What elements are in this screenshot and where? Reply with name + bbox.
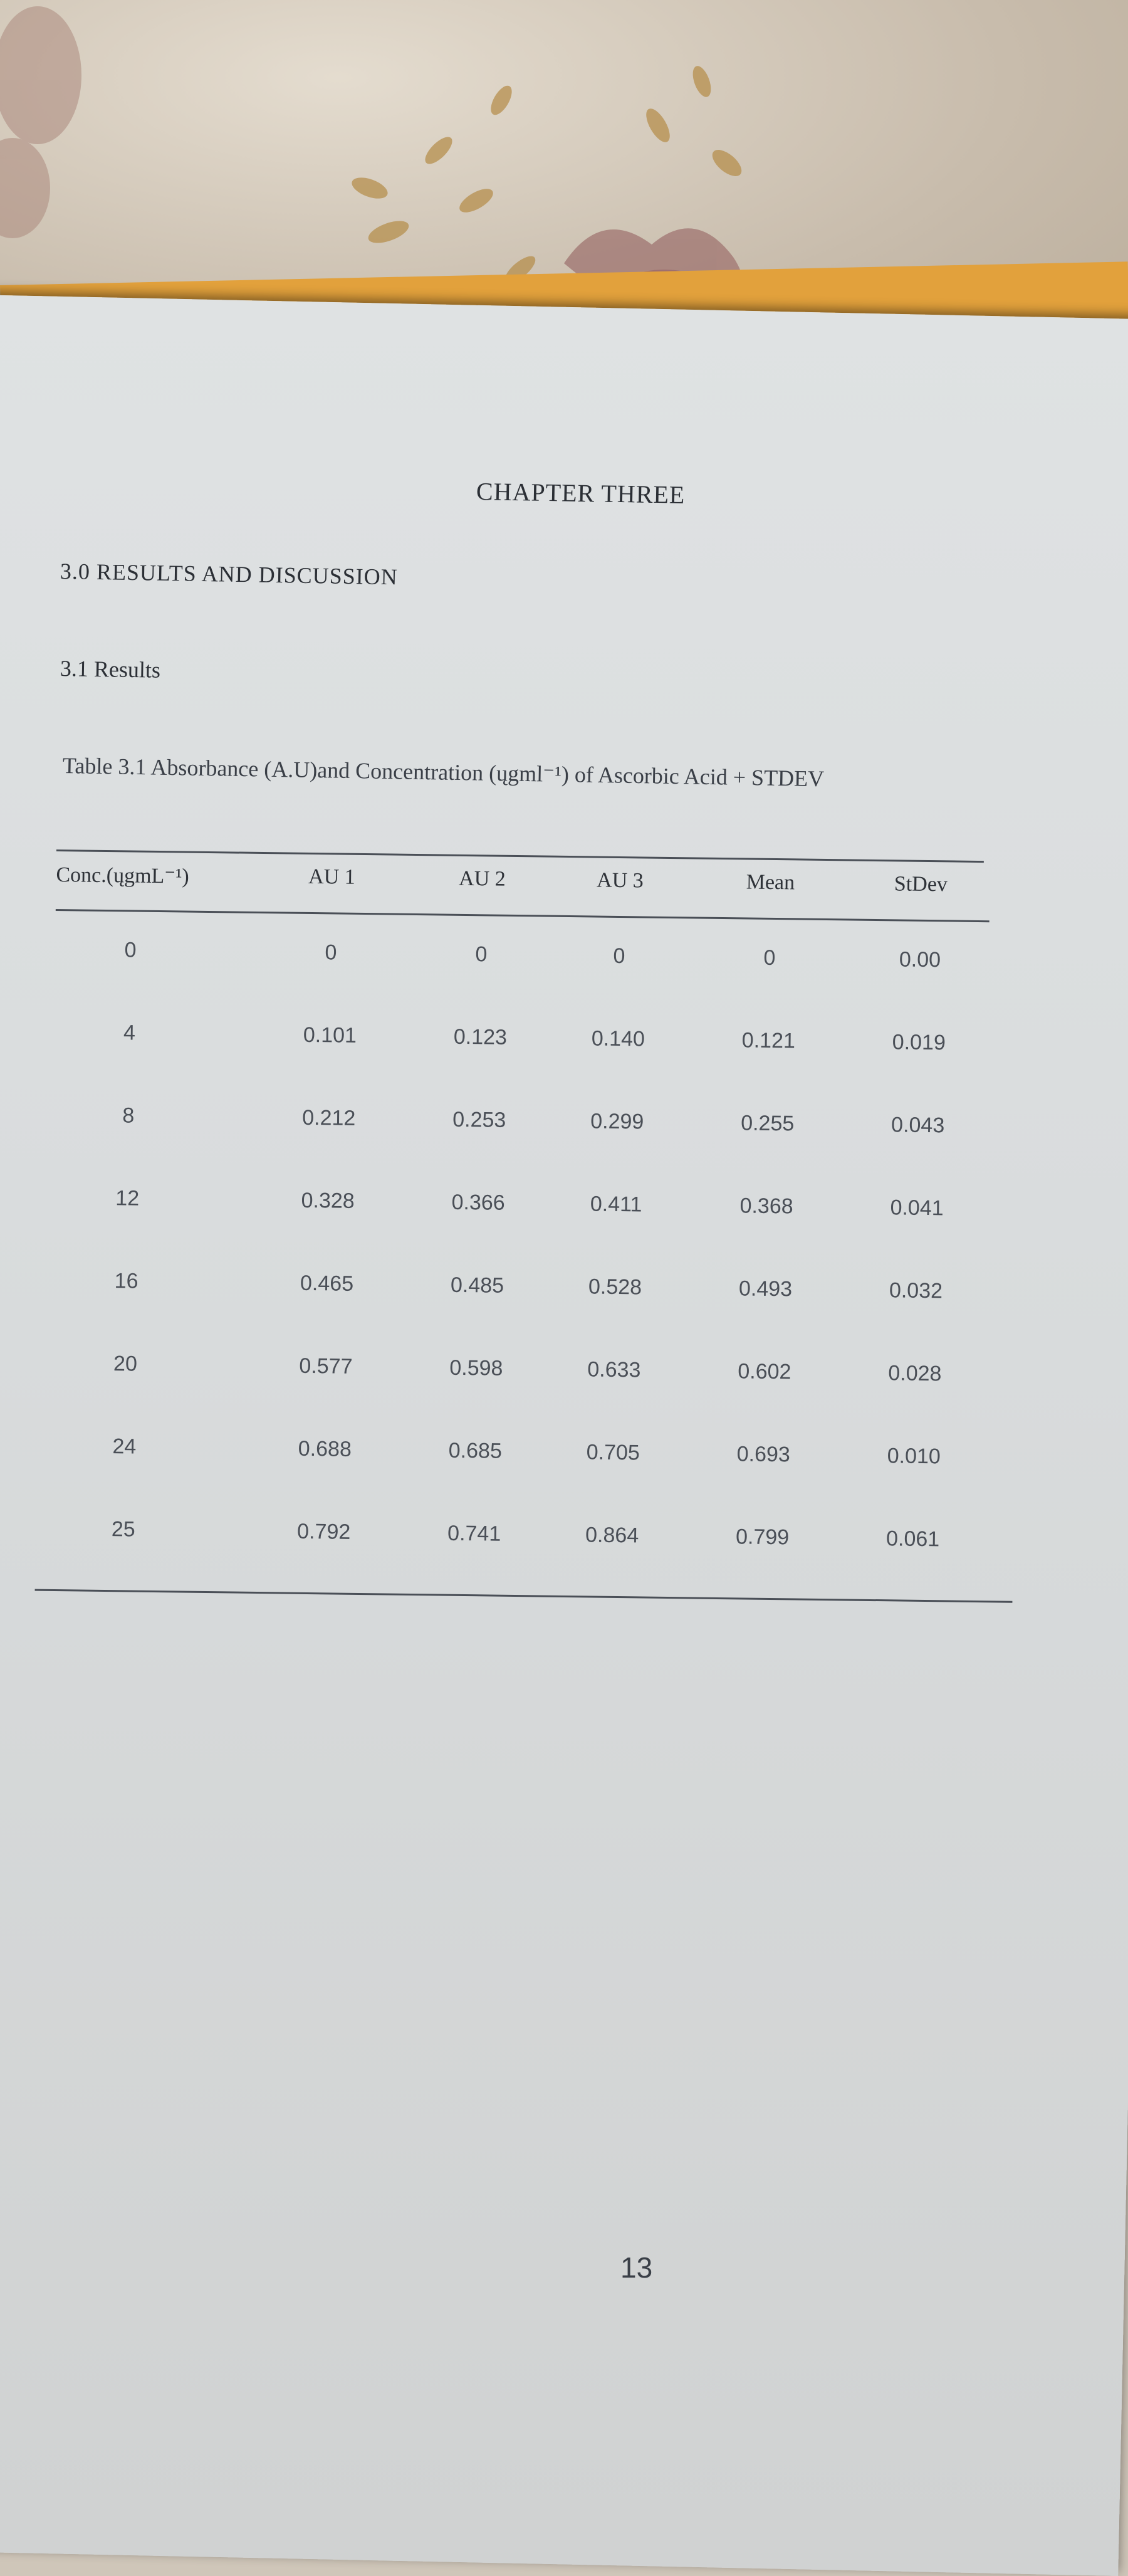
table-cell: 16	[114, 1269, 138, 1293]
column-header: StDev	[894, 872, 948, 896]
table-bottom-rule	[35, 1589, 1013, 1603]
results-table	[56, 849, 996, 1552]
table-cell: 0	[763, 945, 776, 970]
table-top-rule	[56, 849, 984, 863]
table-cell: 0.366	[451, 1190, 505, 1215]
table-cell: 0.00	[899, 947, 941, 972]
table-cell: 25	[111, 1517, 135, 1542]
table-cell: 0.061	[885, 1527, 940, 1552]
table-cell: 4	[123, 1021, 136, 1045]
column-header: Conc.(ųgmL⁻¹)	[56, 863, 189, 888]
table-cell: 0	[475, 942, 488, 967]
table-cell: 0.693	[736, 1442, 791, 1467]
table-cell: 0.212	[302, 1105, 356, 1130]
table-cell: 0.140	[591, 1026, 645, 1051]
table-cell: 8	[122, 1103, 135, 1128]
column-header: AU 1	[308, 865, 356, 889]
table-cell: 0.602	[738, 1359, 791, 1384]
table-cell: 0.528	[588, 1275, 642, 1300]
table-cell: 0.633	[587, 1357, 641, 1382]
table-cell: 0.253	[452, 1107, 506, 1132]
table-cell: 0.799	[735, 1525, 790, 1550]
table-cell: 0	[325, 940, 337, 965]
page-number: 13	[620, 2251, 653, 2284]
table-cell: 0.299	[590, 1109, 644, 1134]
table-cell: 0.685	[448, 1438, 503, 1463]
table-cell: 0.577	[299, 1354, 353, 1379]
table-cell: 0.598	[449, 1355, 503, 1380]
subsection-title: 3.1 Results	[60, 656, 161, 683]
table-cell: 0.688	[298, 1436, 352, 1461]
table-cell: 0.028	[888, 1361, 942, 1386]
section-title: 3.0 RESULTS AND DISCUSSION	[60, 559, 399, 590]
table-cell: 0	[613, 944, 625, 969]
table-cell: 20	[113, 1352, 138, 1376]
table-caption: Table 3.1 Absorbance (A.U)and Concentration (ųgml⁻¹) of Ascorbic Acid + STDEV	[62, 753, 825, 792]
table-cell: 0.493	[738, 1276, 793, 1301]
table-cell: 0	[124, 938, 137, 962]
table-cell: 24	[112, 1434, 137, 1459]
table-cell: 0.041	[890, 1196, 944, 1221]
table-cell: 0.465	[300, 1271, 354, 1296]
column-header: AU 2	[458, 866, 506, 891]
table-cell: 12	[115, 1186, 140, 1211]
table-cell: 0.368	[739, 1194, 793, 1219]
table-cell: 0.121	[741, 1028, 796, 1053]
column-header: Mean	[746, 870, 795, 895]
table-cell: 0.019	[892, 1030, 946, 1055]
table-cell: 0.123	[453, 1024, 508, 1049]
table-cell: 0.411	[590, 1192, 642, 1217]
table-cell: 0.792	[296, 1519, 351, 1544]
table-cell: 0.032	[889, 1278, 943, 1303]
table-cell: 0.864	[585, 1523, 639, 1548]
table-cell: 0.485	[450, 1273, 504, 1298]
table-cell: 0.328	[301, 1188, 355, 1213]
table-header-rule	[56, 909, 990, 922]
table-cell: 0.101	[303, 1023, 357, 1048]
table-cell: 0.705	[586, 1440, 640, 1465]
table-cell: 0.010	[887, 1444, 941, 1469]
table-cell: 0.043	[890, 1113, 945, 1138]
table-cell: 0.741	[447, 1521, 501, 1546]
column-header: AU 3	[596, 868, 644, 893]
chapter-title: CHAPTER THREE	[476, 477, 686, 509]
table-cell: 0.255	[740, 1111, 795, 1136]
